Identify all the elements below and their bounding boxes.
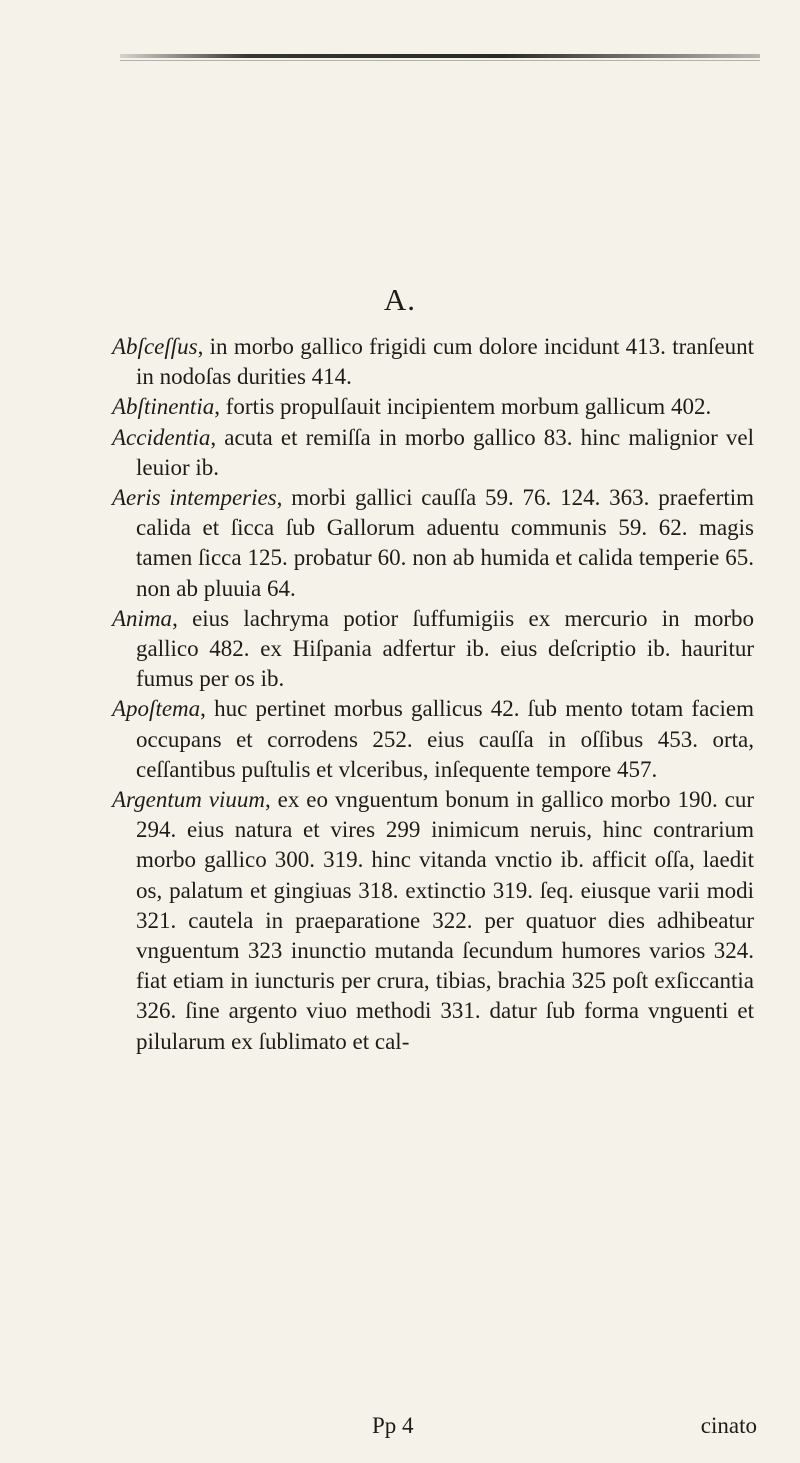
index-entries <box>112 332 754 1057</box>
entry-text: , eius lachryma potior ſuffumigiis ex mercurio in morbo gallico 482. ex Hiſpania adfertur ib. eius deſcriptio ib. hauritur fumus per os ib. <box>136 605 754 692</box>
section-letter-heading: A. <box>383 282 417 317</box>
top-printed-rule <box>120 54 760 58</box>
entry-headword: Abſtinentia <box>112 394 215 420</box>
entry-text: , ex eo vnguentum bonum in gallico morbo 190. cur 294. eius natura et vires 299 inimicum neruis, hinc contrarium morbo gallico 300. 319. hinc vitanda vnctio ib. afficit oſſa, laedit os, palatum et gingiuas 318. extinctio 319. ſeq. eiusque varii modi 321. cautela in praeparatione 322. per quatuor dies adhibeatur vnguentum 323 inunctio mutanda ſecundum humores varios 324. fiat etiam in iuncturis per crura, tibias, brachia 325 poſt exſiccantia 326. ſine argento viuo methodi 331. datur ſub forma vnguenti et pilularum ex ſublimato et cal- <box>136 787 754 1054</box>
catchword: cinato <box>700 1413 757 1438</box>
signature-mark: Pp 4 <box>372 1413 414 1438</box>
index-entry <box>112 483 754 604</box>
entry-text: , acuta et remiſſa in morbo gallico 83. hinc malignior vel leuior ib. <box>136 424 754 480</box>
entry-text: , morbi gallici cauſſa 59. 76. 124. 363. praefertim calida et ſicca ſub Gallorum aduentu communis 59. 62. magis tamen ſicca 125. probatur 60. non ab humida et calida temperie 65. non ab pluuia 64. <box>136 485 754 601</box>
entry-text: , fortis propulſauit incipientem morbum gallicum 402. <box>214 394 712 420</box>
entry-text: , in morbo gallico frigidi cum dolore incidunt 413. tranſeunt in nodoſas durities 414. <box>136 334 754 390</box>
top-thin-rule <box>120 60 760 61</box>
page-footer <box>110 1413 760 1443</box>
entry-headword: Anima <box>112 605 173 631</box>
entry-headword: Abſceſſus <box>112 334 198 359</box>
index-entry <box>112 785 754 1057</box>
index-entry <box>112 604 754 695</box>
entry-headword: Accidentia <box>112 424 211 450</box>
index-entry <box>112 423 754 483</box>
entry-headword: Aeris intemperies <box>112 485 277 511</box>
index-entry <box>112 332 754 392</box>
entry-text: , huc pertinet morbus gallicus 42. ſub mento totam faciem occupans et corrodens 252. eius cauſſa in oſſibus 453. orta, ceſſantibus puſtulis et vlceribus, inſequente tempore 457. <box>136 696 754 782</box>
index-entry <box>112 694 754 785</box>
index-entry <box>112 392 754 422</box>
entry-headword: Argentum viuum <box>112 787 265 813</box>
entry-headword: Apoſtema <box>112 696 201 722</box>
